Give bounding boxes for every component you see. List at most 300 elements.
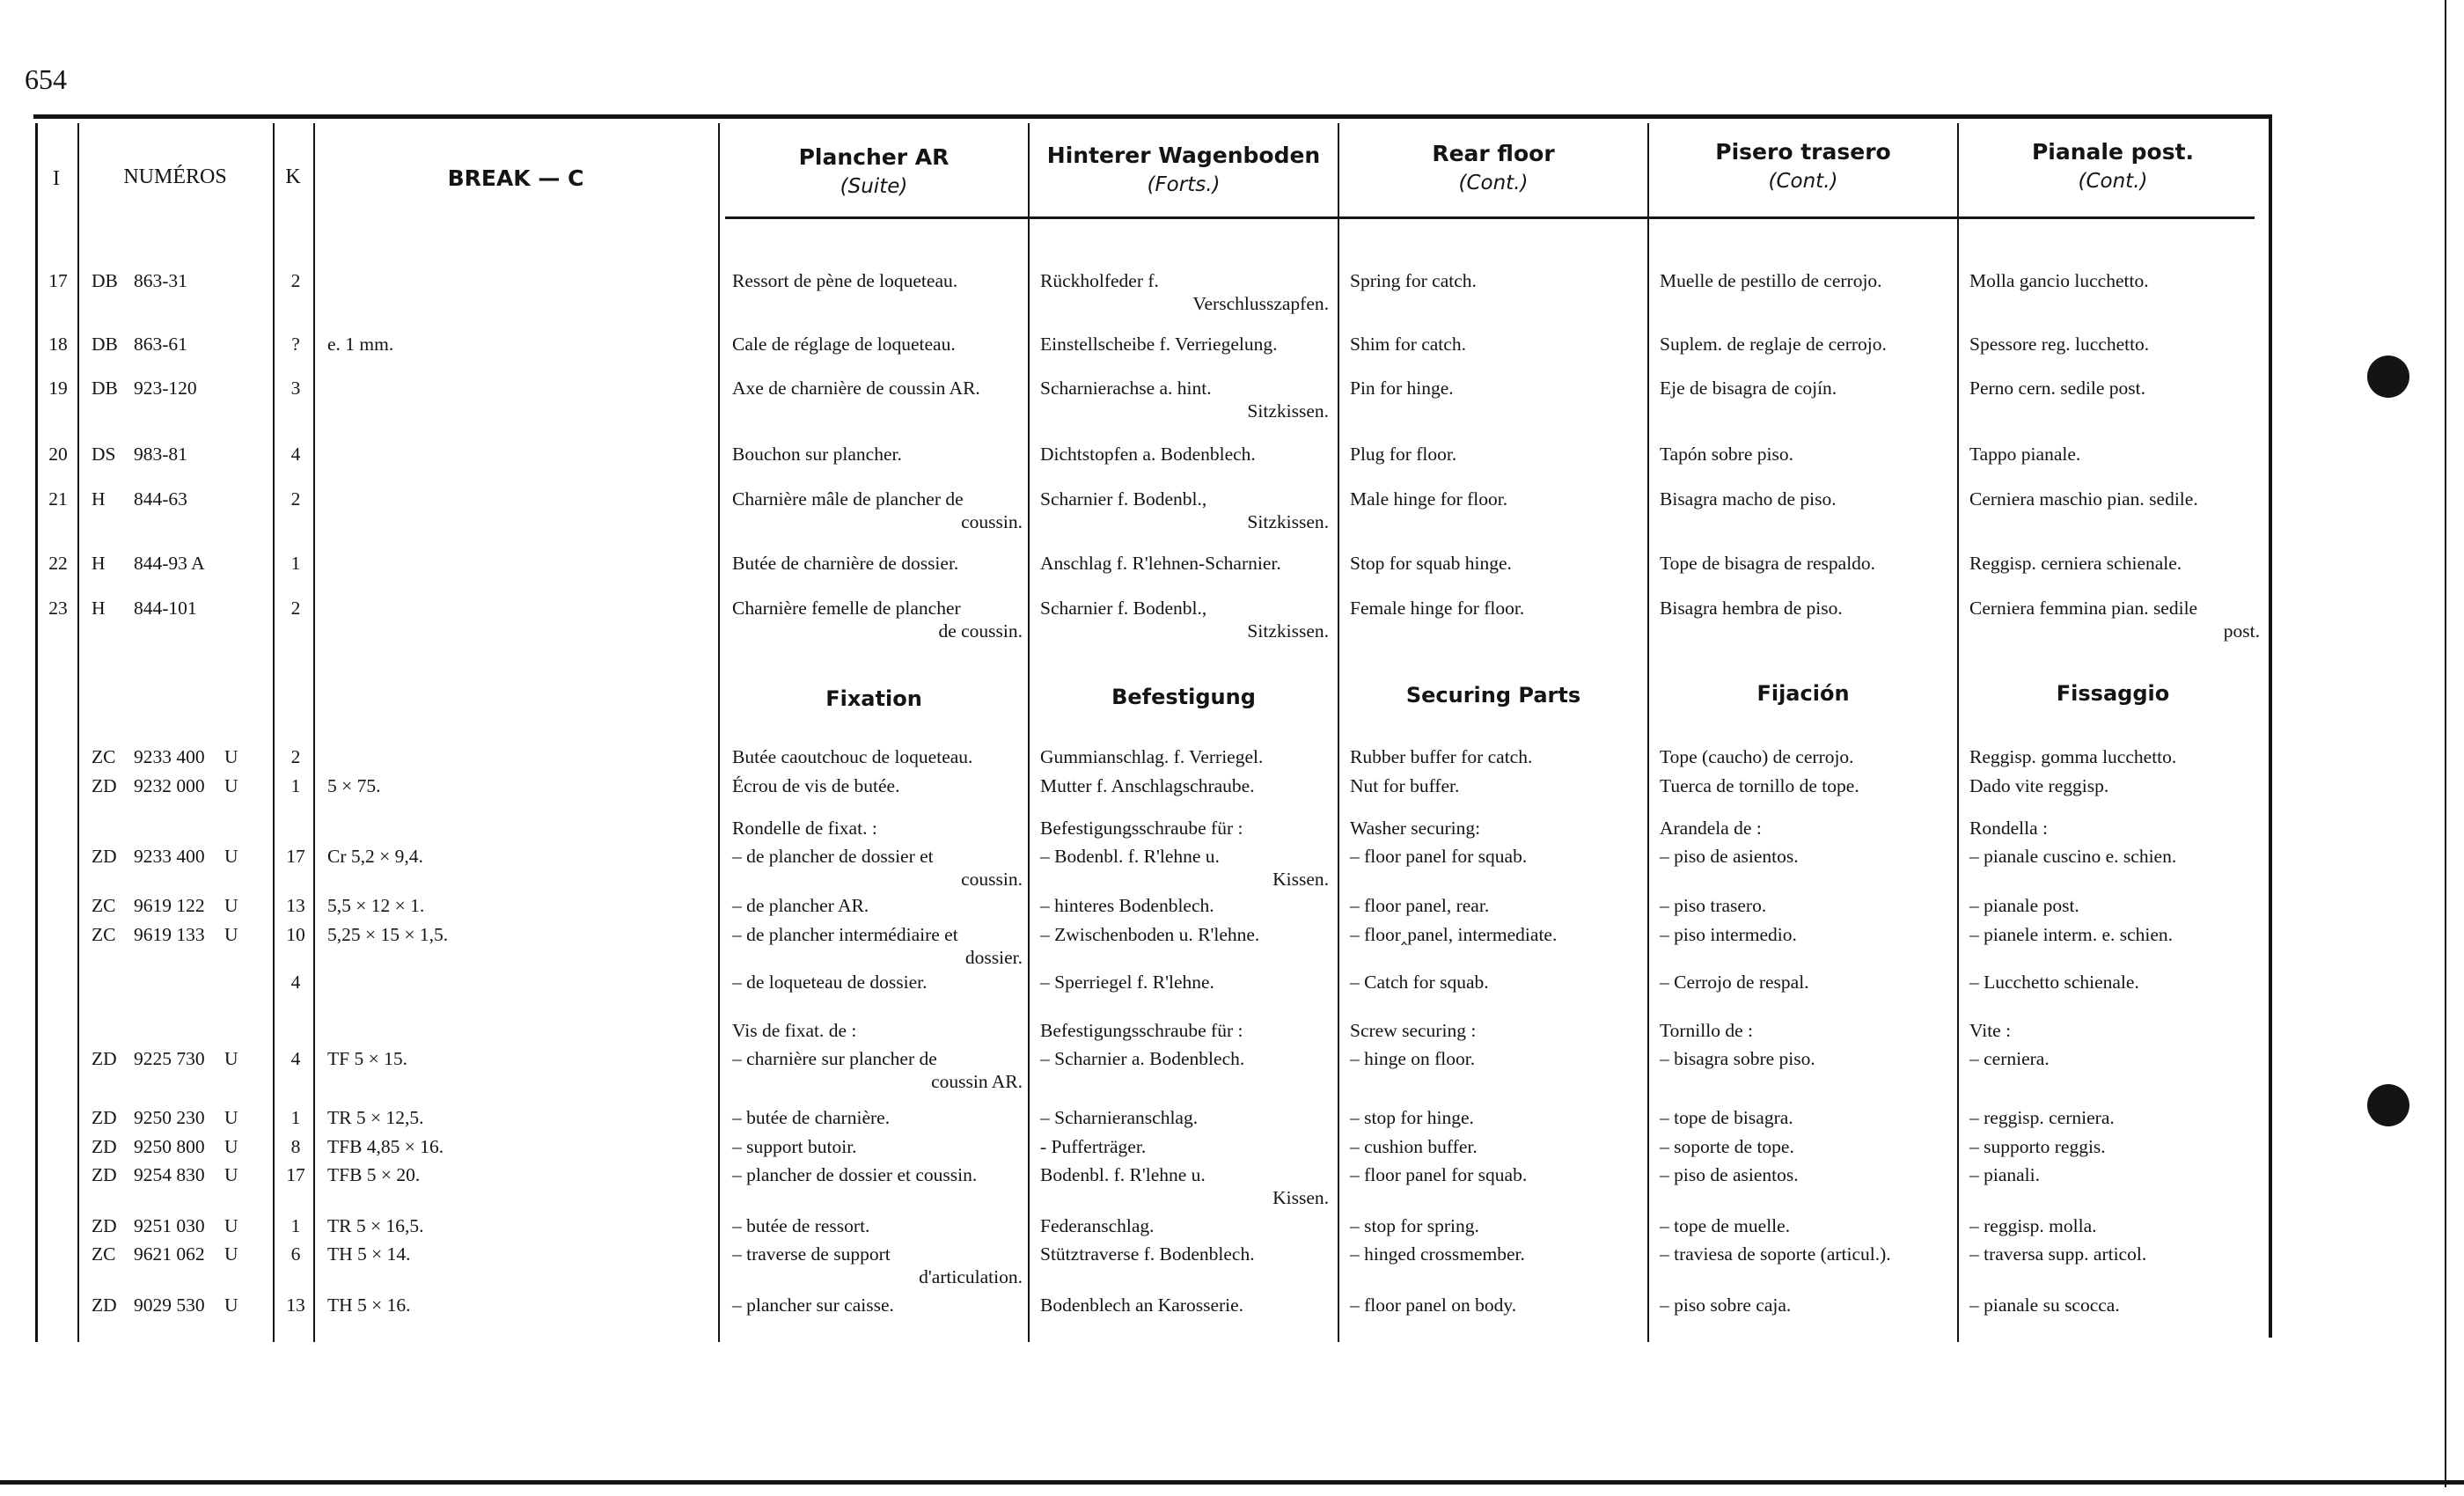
description-line: – Sperriegel f. R'lehne. [1040,972,1214,993]
description-line: – pianali. [1969,1164,2041,1185]
quantity: 13 [286,895,305,916]
part-prefix: ZD [92,1215,117,1236]
description-de [1040,923,1329,946]
header-lang-subtitle: (Forts.) [1147,173,1221,196]
row-index: 20 [48,444,68,465]
description-line: – floor‸panel, intermediate. [1350,924,1558,945]
part-prefix: ZD [92,1164,117,1185]
part-suffix: U [224,1136,238,1157]
description-es [1660,1163,1950,1186]
description-fr [732,488,1023,533]
part-prefix: DB [92,378,118,399]
description-de [1040,333,1329,356]
part-number: 844-101 [134,598,197,619]
part-prefix: ZD [92,775,117,796]
dimension: TR 5 × 16,5. [327,1215,424,1236]
description-fr [732,1294,1023,1316]
header-lang-subtitle: (Suite) [840,175,908,198]
description-line: – pianale post. [1969,895,2079,916]
part-prefix: DB [92,270,118,291]
description-line: Rondella : [1969,818,2048,839]
description-en [1350,443,1637,466]
header-lang-title: Hinterer Wagenboden [1046,143,1321,168]
description-line: – stop for hinge. [1350,1107,1474,1128]
section-heading-it: Fissaggio [2056,681,2170,706]
description-line: Stütztraverse f. Bodenblech. [1040,1243,1255,1265]
description-en [1350,552,1637,575]
table-row [0,1135,2464,1157]
description-line: Tuerca de tornillo de tope. [1660,775,1859,796]
table-right-border [2269,114,2272,1338]
description-de [1040,269,1329,315]
description-line: – piso intermedio. [1660,924,1797,945]
part-suffix: U [224,895,238,916]
description-de [1040,488,1329,533]
description-line: Cerniera maschio pian. sedile. [1969,488,2198,510]
description-en [1350,923,1637,946]
description-line: – tope de muelle. [1660,1215,1791,1236]
quantity: 1 [290,1215,301,1236]
description-it [1969,923,2260,946]
header-col-numeros: NUMÉROS [123,165,227,188]
description-es [1660,552,1950,575]
table-row [0,1214,2464,1236]
description-es [1660,894,1950,917]
description-line: – butée de charnière. [732,1107,891,1128]
description-line: Gummianschlag. f. Verriegel. [1040,746,1264,767]
header-model: BREAK — C [447,165,584,191]
description-line: Vite : [1969,1020,2012,1041]
part-suffix: U [224,746,238,767]
part-prefix: H [92,553,106,574]
description-line: Vis de fixat. de : [732,1020,857,1041]
quantity: 4 [290,444,301,465]
punch-hole [2367,356,2409,398]
col-divider-it [1957,123,1959,1342]
part-number: 844-63 [134,488,187,510]
part-number: 863-31 [134,270,187,291]
part-suffix: U [224,1243,238,1265]
description-line: – de plancher de dossier et [732,846,934,867]
description-line: Dado vite reggisp. [1969,775,2109,796]
description-line: Spring for catch. [1350,270,1477,291]
description-es [1660,1214,1950,1237]
description-line: Stop for squab hinge. [1350,553,1512,574]
description-line: Scharnier f. Bodenbl., [1040,488,1207,510]
description-line: – floor panel for squab. [1350,1164,1528,1185]
description-en [1350,1135,1637,1158]
part-suffix: U [224,924,238,945]
description-line: Perno cern. sedile post. [1969,378,2146,399]
description-de [1040,1106,1329,1129]
description-line: – hinge on floor. [1350,1048,1476,1069]
table-row [0,1019,2464,1041]
description-en [1350,333,1637,356]
description-line: Écrou de vis de butée. [732,775,900,796]
quantity: 3 [290,378,301,399]
dimension: TH 5 × 16. [327,1294,411,1316]
part-prefix: ZC [92,895,116,916]
part-number: 844-93 A [134,553,205,574]
description-de [1040,377,1329,422]
description-line: – stop for spring. [1350,1215,1479,1236]
description-en [1350,845,1637,868]
description-it [1969,443,2260,466]
description-line: – hinteres Bodenblech. [1040,895,1214,916]
part-prefix: H [92,598,106,619]
description-line: Butée caoutchouc de loqueteau. [732,746,973,767]
description-line: Bouchon sur plancher. [732,444,902,465]
description-line: – Bodenbl. f. R'lehne u. [1040,846,1220,867]
description-de [1040,817,1329,840]
description-line: Befestigungsschraube für : [1040,1020,1243,1041]
bottom-rule [0,1480,2464,1485]
description-it [1969,269,2260,292]
quantity: ? [291,334,300,355]
quantity: 1 [290,1107,301,1128]
table-row [0,923,2464,968]
description-es [1660,269,1950,292]
description-line: Rubber buffer for catch. [1350,746,1533,767]
description-de [1040,1294,1329,1316]
dimension: 5,25 × 15 × 1,5. [327,924,449,945]
section-heading-de: Befestigung [1111,685,1256,709]
description-it [1969,1047,2260,1070]
description-de [1040,1163,1329,1209]
description-line: Pin for hinge. [1350,378,1454,399]
description-it [1969,597,2260,642]
col-divider-k [273,123,275,1342]
quantity: 2 [290,598,301,619]
description-it [1969,1135,2260,1158]
description-de [1040,1214,1329,1237]
description-fr [732,774,1023,797]
part-number: 923-120 [134,378,197,399]
description-line: Eje de bisagra de cojín. [1660,378,1837,399]
description-it [1969,1214,2260,1237]
description-line: – butée de ressort. [732,1215,870,1236]
description-line: – piso trasero. [1660,895,1767,916]
description-es [1660,817,1950,840]
quantity: 17 [286,846,305,867]
row-index: 22 [48,553,68,574]
quantity: 2 [290,270,301,291]
description-en [1350,1106,1637,1129]
section-heading-fr: Fixation [825,686,922,711]
dimension: TH 5 × 14. [327,1243,411,1265]
header-lang-subtitle: (Cont.) [1768,170,1838,193]
part-number: 9254 830 [134,1164,205,1185]
table-row [0,1106,2464,1128]
description-es [1660,597,1950,620]
row-index: 18 [48,334,68,355]
description-line: Tappo pianale. [1969,444,2081,465]
part-prefix: ZC [92,746,116,767]
description-fr [732,333,1023,356]
description-line: – Scharnieranschlag. [1040,1107,1199,1128]
part-number: 863-61 [134,334,187,355]
description-line: – charnière sur plancher de [732,1048,937,1069]
description-line: – floor panel for squab. [1350,846,1528,867]
header-rule [725,216,2255,219]
description-line: Cale de réglage de loqueteau. [732,334,956,355]
dimension: Cr 5,2 × 9,4. [327,846,423,867]
description-line: Sitzkissen. [1247,511,1329,532]
header-col-k: K [285,165,301,188]
description-line: Tornillo de : [1660,1020,1753,1041]
header-lang-subtitle: (Cont.) [2078,170,2148,193]
description-es [1660,1106,1950,1129]
description-it [1969,971,2260,994]
header-lang-en [1339,141,1647,194]
description-de [1040,1243,1329,1265]
part-prefix: DB [92,334,118,355]
section-heading-en: Securing Parts [1405,683,1581,708]
description-es [1660,971,1950,994]
description-line: – tope de bisagra. [1660,1107,1793,1128]
description-line: Reggisp. gomma lucchetto. [1969,746,2177,767]
description-it [1969,333,2260,356]
description-line: Tapón sobre piso. [1660,444,1793,465]
dimension: 5 × 75. [327,775,381,796]
description-line: Scharnierachse a. hint. [1040,378,1212,399]
description-es [1660,1135,1950,1158]
part-number: 9619 122 [134,895,205,916]
description-line: – Cerrojo de respal. [1660,972,1809,993]
description-fr [732,745,1023,768]
quantity: 6 [290,1243,301,1265]
description-line: – cerniera. [1969,1048,2050,1069]
table-row [0,597,2464,642]
description-it [1969,1163,2260,1186]
description-en [1350,971,1637,994]
description-en [1350,745,1637,768]
description-fr [732,1047,1023,1093]
part-number: 9250 800 [134,1136,205,1157]
header-lang-title: Pianale post. [2031,139,2195,165]
table-row [0,745,2464,767]
description-line: – pianale su scocca. [1969,1294,2120,1316]
row-index: 21 [48,488,68,510]
part-number: 9232 000 [134,775,205,796]
table-row [0,443,2464,465]
quantity: 2 [290,488,301,510]
header-lang-fr [720,144,1028,198]
header-lang-title: Plancher AR [798,144,950,170]
page-right-edge [2445,0,2446,1487]
description-line: – cushion buffer. [1350,1136,1478,1157]
description-line: Male hinge for floor. [1350,488,1508,510]
description-line: Shim for catch. [1350,334,1466,355]
header-lang-it [1959,139,2267,193]
description-line: – hinged crossmember. [1350,1243,1525,1265]
part-prefix: ZD [92,1136,117,1157]
description-line: Sitzkissen. [1247,400,1329,422]
description-line: – bisagra sobre piso. [1660,1048,1815,1069]
description-it [1969,745,2260,768]
quantity: 1 [290,553,301,574]
description-line: coussin. [961,511,1023,532]
description-line: - Pufferträger. [1040,1136,1147,1157]
description-it [1969,1019,2260,1042]
description-line: – Zwischenboden u. R'lehne. [1040,924,1260,945]
quantity: 8 [290,1136,301,1157]
header-lang-subtitle: (Cont.) [1458,172,1529,194]
description-line: Charnière mâle de plancher de [732,488,964,510]
part-prefix: ZC [92,1243,116,1265]
table-row [0,552,2464,574]
quantity: 17 [286,1164,305,1185]
description-de [1040,774,1329,797]
description-line: – de loqueteau de dossier. [732,972,928,993]
punch-hole [2367,1084,2409,1126]
description-it [1969,1106,2260,1129]
description-es [1660,443,1950,466]
description-line: – plancher sur caisse. [732,1294,894,1316]
description-fr [732,552,1023,575]
quantity: 2 [290,746,301,767]
part-prefix: ZD [92,1107,117,1128]
description-es [1660,745,1950,768]
description-en [1350,774,1637,797]
description-line: coussin AR. [931,1071,1023,1092]
description-en [1350,488,1637,510]
description-line: Washer securing: [1350,818,1481,839]
description-de [1040,1135,1329,1158]
part-number: 9621 062 [134,1243,205,1265]
part-number: 9250 230 [134,1107,205,1128]
dimension: TFB 4,85 × 16. [327,1136,444,1157]
description-es [1660,1243,1950,1265]
description-es [1660,1047,1950,1070]
description-line: Cerniera femmina pian. sedile [1969,598,2198,619]
description-fr [732,1019,1023,1042]
description-it [1969,488,2260,510]
description-de [1040,597,1329,642]
part-number: 9225 730 [134,1048,205,1069]
description-fr [732,1106,1023,1129]
part-prefix: ZD [92,846,117,867]
description-line: Female hinge for floor. [1350,598,1525,619]
description-es [1660,845,1950,868]
description-de [1040,971,1329,994]
table-row [0,845,2464,890]
description-de [1040,745,1329,768]
header-col-i: I [53,167,60,190]
description-line: Befestigungsschraube für : [1040,818,1243,839]
description-en [1350,1294,1637,1316]
part-prefix: H [92,488,106,510]
row-index: 19 [48,378,68,399]
dimension: TFB 5 × 20. [327,1164,421,1185]
header-lang-title: Pisero trasero [1715,139,1891,165]
description-line: Anschlag f. R'lehnen-Scharnier. [1040,553,1281,574]
description-fr [732,269,1023,292]
header-lang-es [1649,139,1957,193]
description-line: Bodenblech an Karosserie. [1040,1294,1244,1316]
description-en [1350,1047,1637,1070]
description-line: – Lucchetto schienale. [1969,972,2139,993]
description-line: Screw securing : [1350,1020,1477,1041]
description-fr [732,894,1023,917]
description-es [1660,1294,1950,1316]
description-line: – traviesa de soporte (articul.). [1660,1243,1891,1265]
description-line: Rückholfeder f. [1040,270,1159,291]
description-it [1969,1243,2260,1265]
description-fr [732,1135,1023,1158]
part-suffix: U [224,1048,238,1069]
description-line: – Scharnier a. Bodenblech. [1040,1048,1245,1069]
description-fr [732,443,1023,466]
description-es [1660,774,1950,797]
description-line: – Catch for squab. [1350,972,1489,993]
description-line: – support butoir. [732,1136,857,1157]
description-line: – plancher de dossier et coussin. [732,1164,978,1185]
table-row [0,971,2464,993]
description-line: Suplem. de reglaje de cerrojo. [1660,334,1887,355]
description-line: Ressort de pène de loqueteau. [732,270,958,291]
description-line: Bisagra hembra de piso. [1660,598,1843,619]
description-line: Charnière femelle de plancher [732,598,961,619]
col-divider-numeros [77,123,79,1342]
dimension: 5,5 × 12 × 1. [327,895,425,916]
description-line: coussin. [961,869,1023,890]
description-line: – pianele interm. e. schien. [1969,924,2174,945]
description-fr [732,597,1023,642]
description-en [1350,377,1637,400]
description-line: de coussin. [938,620,1023,642]
description-en [1350,1214,1637,1237]
description-line: – floor panel, rear. [1350,895,1490,916]
col-divider-i [35,123,38,1342]
description-line: Mutter f. Anschlagschraube. [1040,775,1255,796]
description-es [1660,377,1950,400]
dimension: e. 1 mm. [327,334,394,355]
description-line: Muelle de pestillo de cerrojo. [1660,270,1882,291]
description-line: Butée de charnière de dossier. [732,553,959,574]
description-it [1969,377,2260,400]
description-it [1969,894,2260,917]
part-number: 9251 030 [134,1215,205,1236]
part-number: 9233 400 [134,846,205,867]
description-line: Scharnier f. Bodenbl., [1040,598,1207,619]
description-line: – supporto reggis. [1969,1136,2106,1157]
description-en [1350,269,1637,292]
description-line: Bodenbl. f. R'lehne u. [1040,1164,1206,1185]
description-line: Sitzkissen. [1247,620,1329,642]
description-line: – traverse de support [732,1243,891,1265]
part-prefix: ZC [92,924,116,945]
description-fr [732,1214,1023,1237]
col-divider-fr [718,123,720,1342]
description-line: Dichtstopfen a. Bodenblech. [1040,444,1256,465]
description-line: Spessore reg. lucchetto. [1969,334,2150,355]
description-line: dossier. [964,947,1023,968]
part-number: 9619 133 [134,924,205,945]
description-line: Kissen. [1272,1187,1329,1208]
description-line: – floor panel on body. [1350,1294,1517,1316]
part-suffix: U [224,1164,238,1185]
table-row [0,817,2464,839]
description-line: Axe de charnière de coussin AR. [732,378,980,399]
description-line: Reggisp. cerniera schienale. [1969,553,2182,574]
dimension: TR 5 × 12,5. [327,1107,424,1128]
part-suffix: U [224,775,238,796]
description-line: – piso de asientos. [1660,1164,1799,1185]
table-row [0,377,2464,422]
description-fr [732,377,1023,400]
description-line: Bisagra macho de piso. [1660,488,1837,510]
